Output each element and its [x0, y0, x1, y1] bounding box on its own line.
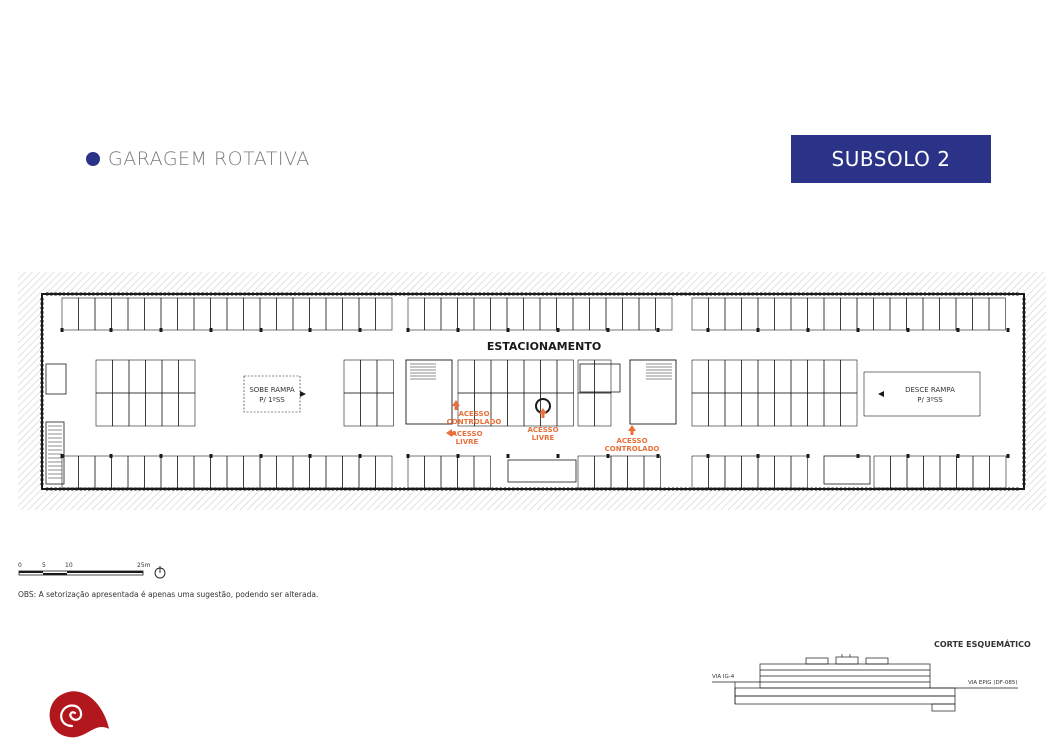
structural-column: [907, 454, 910, 458]
structural-column: [260, 454, 263, 458]
structural-column: [807, 328, 810, 332]
ramp-down-dest: P/ 3ºSS: [917, 396, 943, 404]
structural-column: [907, 328, 910, 332]
ramp-up-label: SOBE RAMPA: [249, 386, 295, 394]
structural-column: [707, 328, 710, 332]
structural-column: [957, 454, 960, 458]
structural-column: [607, 454, 610, 458]
structural-column: [309, 454, 312, 458]
structural-column: [309, 328, 312, 332]
area-label: ESTACIONAMENTO: [486, 340, 602, 353]
structural-column: [407, 454, 410, 458]
structural-column: [160, 454, 163, 458]
structural-column: [61, 328, 64, 332]
structural-column: [110, 328, 113, 332]
level-badge: [791, 135, 991, 183]
structural-column: [61, 454, 64, 458]
structural-column: [260, 328, 263, 332]
structural-column: [607, 328, 610, 332]
structural-column: [407, 328, 410, 332]
access-free-label: ACESSO: [451, 430, 483, 438]
structural-column: [857, 328, 860, 332]
ramp-down-label: DESCE RAMPA: [905, 386, 955, 394]
structural-column: [507, 454, 510, 458]
structural-column: [557, 328, 560, 332]
structural-column: [1007, 454, 1010, 458]
structural-column: [707, 454, 710, 458]
scale-tick: 0: [18, 562, 22, 569]
access-controlled-label: CONTROLADO: [604, 445, 660, 453]
access-controlled-label: ACESSO: [616, 437, 648, 445]
site-hatch: [18, 272, 1046, 510]
access-controlled-label: CONTROLADO: [446, 418, 502, 426]
legend-dot-icon: [86, 152, 100, 166]
structural-column: [457, 454, 460, 458]
access-free-label: LIVRE: [455, 438, 479, 446]
section-legend: [86, 148, 310, 170]
structural-column: [507, 328, 510, 332]
observation-note: OBS: A setorização apresentada é apenas uma sugestão, podendo ser alterada.: [18, 590, 319, 599]
structural-column: [557, 454, 560, 458]
structural-column: [160, 328, 163, 332]
structural-column: [757, 328, 760, 332]
structural-column: [110, 454, 113, 458]
left-road-label: VIA IG-4: [712, 674, 735, 680]
schematic-section: [700, 652, 1030, 716]
structural-column: [359, 454, 362, 458]
structural-column: [807, 454, 810, 458]
access-controlled-label: ACESSO: [458, 410, 490, 418]
access-free-label: ACESSO: [527, 426, 559, 434]
structural-column: [457, 328, 460, 332]
right-road-label: VIA EPIG (DF-085): [968, 680, 1018, 686]
floor-plan: [18, 272, 1046, 510]
structural-column: [757, 454, 760, 458]
north-icon: [155, 566, 165, 578]
level-label: SUBSOLO 2: [831, 147, 951, 171]
structural-column: [657, 328, 660, 332]
section-title: CORTE ESQUEMÁTICO: [934, 640, 1031, 649]
scale-bar: [18, 560, 168, 586]
structural-column: [1007, 328, 1010, 332]
brand-logo-icon: [44, 686, 112, 742]
page-title: GARAGEM ROTATIVA: [108, 148, 310, 170]
structural-column: [657, 454, 660, 458]
structural-column: [210, 328, 213, 332]
structural-column: [210, 454, 213, 458]
scale-tick: 5: [42, 562, 46, 569]
scale-tick: 25m: [137, 562, 151, 569]
access-free-label: LIVRE: [531, 434, 555, 442]
structural-column: [359, 328, 362, 332]
structural-column: [957, 328, 960, 332]
ramp-up-dest: P/ 1ºSS: [259, 396, 285, 404]
scale-tick: 10: [65, 562, 73, 569]
